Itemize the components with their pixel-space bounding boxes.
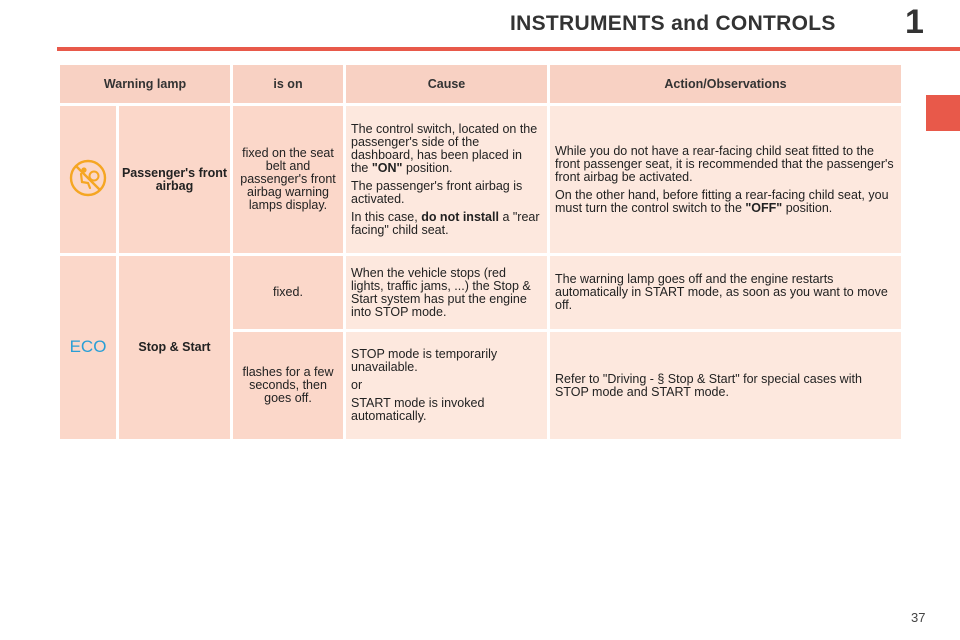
header-is-on: is on xyxy=(233,65,343,103)
page-number: 37 xyxy=(911,610,926,625)
action-text: Refer to "Driving - § Stop & Start" for special cases with STOP mode and START mode. xyxy=(550,332,901,439)
table-row xyxy=(60,106,901,253)
eco-icon xyxy=(67,337,109,355)
header-warning-lamp: Warning lamp xyxy=(60,65,230,103)
is-on-text: fixed. xyxy=(233,256,343,329)
lamp-icon-cell xyxy=(60,256,116,439)
cause-text: STOP mode is temporarily unavailable. or START mode is invoked automatically. xyxy=(346,332,547,439)
lamp-name: Stop & Start xyxy=(119,256,230,439)
cause-text: When the vehicle stops (red lights, traffic jams, ...) the Stop & Start system has put the engine into STOP mode. xyxy=(346,256,547,329)
action-text: While you do not have a rear-facing child seat fitted to the front passenger seat, it is recommended that the passenger's front airbag be activated. On the other hand, before fitting a rear-facing child seat, you must turn the control switch to the "OFF" position. xyxy=(550,106,901,253)
warning-lamp-table xyxy=(57,62,904,442)
cause-text: The control switch, located on the passenger's side of the dashboard, has been placed in the "ON" position. The passenger's front airbag is activated. In this case, do not install a "rear facing" child seat. xyxy=(346,106,547,253)
table-row xyxy=(60,256,901,329)
passenger-airbag-off-icon xyxy=(68,158,108,198)
chapter-tab-marker xyxy=(926,95,960,131)
header-divider xyxy=(57,47,960,51)
lamp-icon-cell xyxy=(60,106,116,253)
action-text: The warning lamp goes off and the engine restarts automatically in START mode, as soon as you want to move off. xyxy=(550,256,901,329)
svg-text:ECO: ECO xyxy=(69,337,107,355)
is-on-text: flashes for a few seconds, then goes off. xyxy=(233,332,343,439)
page-title: INSTRUMENTS and CONTROLS xyxy=(510,12,836,35)
chapter-number: 1 xyxy=(905,3,924,41)
lamp-name: Passenger's front airbag xyxy=(119,106,230,253)
table-header-row xyxy=(60,65,901,103)
header-action: Action/Observations xyxy=(550,65,901,103)
header-cause: Cause xyxy=(346,65,547,103)
is-on-text: fixed on the seat belt and passenger's front airbag warning lamps display. xyxy=(233,106,343,253)
